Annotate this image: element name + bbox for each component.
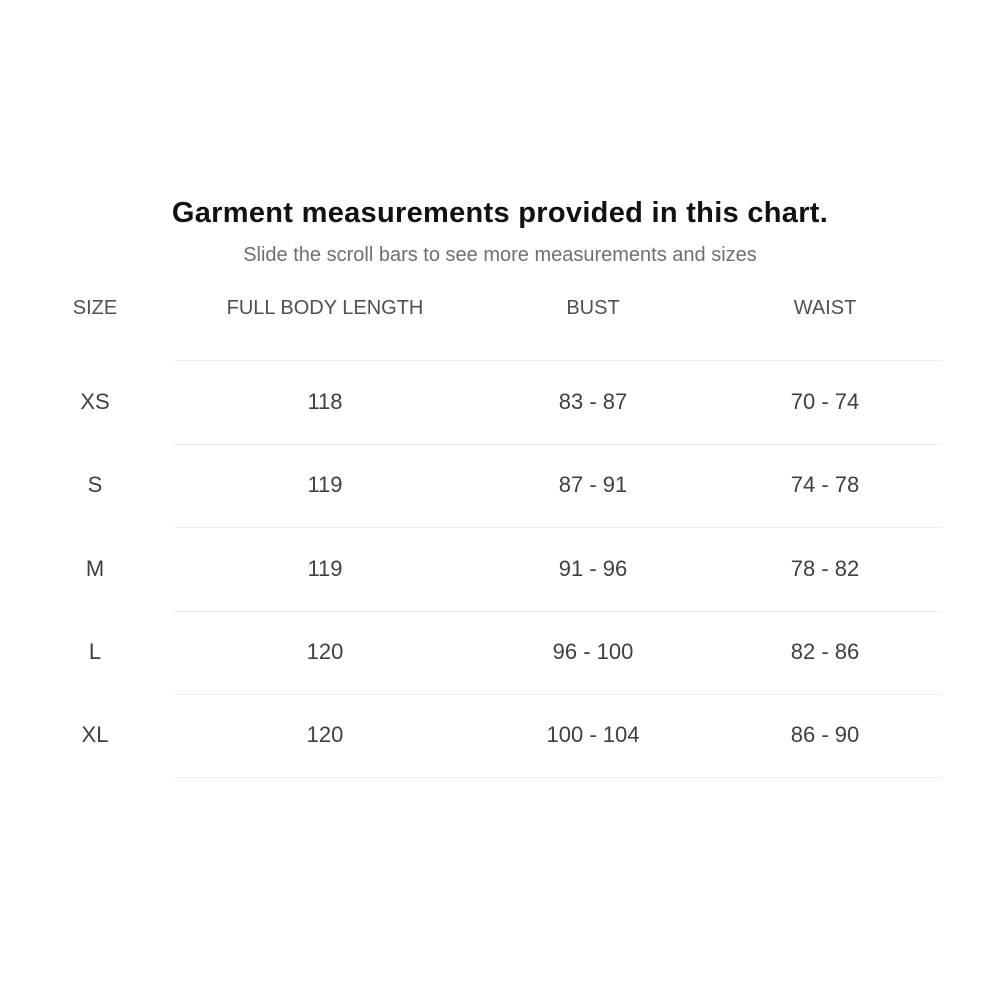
cell-bust: 87 - 91 [558, 472, 628, 497]
cell-full-body-length: 118 [307, 389, 343, 414]
row-divider [174, 777, 942, 778]
cell-full-body-length: 119 [307, 472, 343, 497]
header-size: SIZE [72, 297, 118, 319]
row-divider [174, 694, 942, 695]
cell-size: XS [80, 389, 110, 414]
row-divider [174, 611, 942, 612]
cell-waist: 70 - 74 [790, 389, 860, 414]
cell-bust: 96 - 100 [552, 639, 634, 664]
cell-waist: 78 - 82 [790, 556, 860, 581]
cell-bust: 91 - 96 [558, 556, 628, 581]
cell-size: XL [81, 722, 109, 747]
chart-subtitle: Slide the scroll bars to see more measurements and sizes [243, 244, 757, 266]
header-full-body-length: FULL BODY LENGTH [226, 297, 424, 319]
chart-title: Garment measurements provided in this chart. [171, 197, 829, 229]
header-waist: WAIST [793, 297, 857, 319]
cell-bust: 83 - 87 [558, 389, 628, 414]
cell-full-body-length: 120 [306, 722, 344, 747]
cell-waist: 82 - 86 [790, 639, 860, 664]
cell-size: L [88, 639, 102, 664]
cell-size: S [87, 472, 103, 497]
cell-bust: 100 - 104 [546, 722, 640, 747]
cell-full-body-length: 119 [307, 556, 343, 581]
row-divider [174, 527, 942, 528]
cell-waist: 86 - 90 [790, 722, 860, 747]
cell-size: M [85, 556, 105, 581]
cell-full-body-length: 120 [306, 639, 344, 664]
header-bust: BUST [566, 297, 620, 319]
row-divider [174, 444, 942, 445]
row-divider [174, 360, 942, 361]
cell-waist: 74 - 78 [790, 472, 860, 497]
